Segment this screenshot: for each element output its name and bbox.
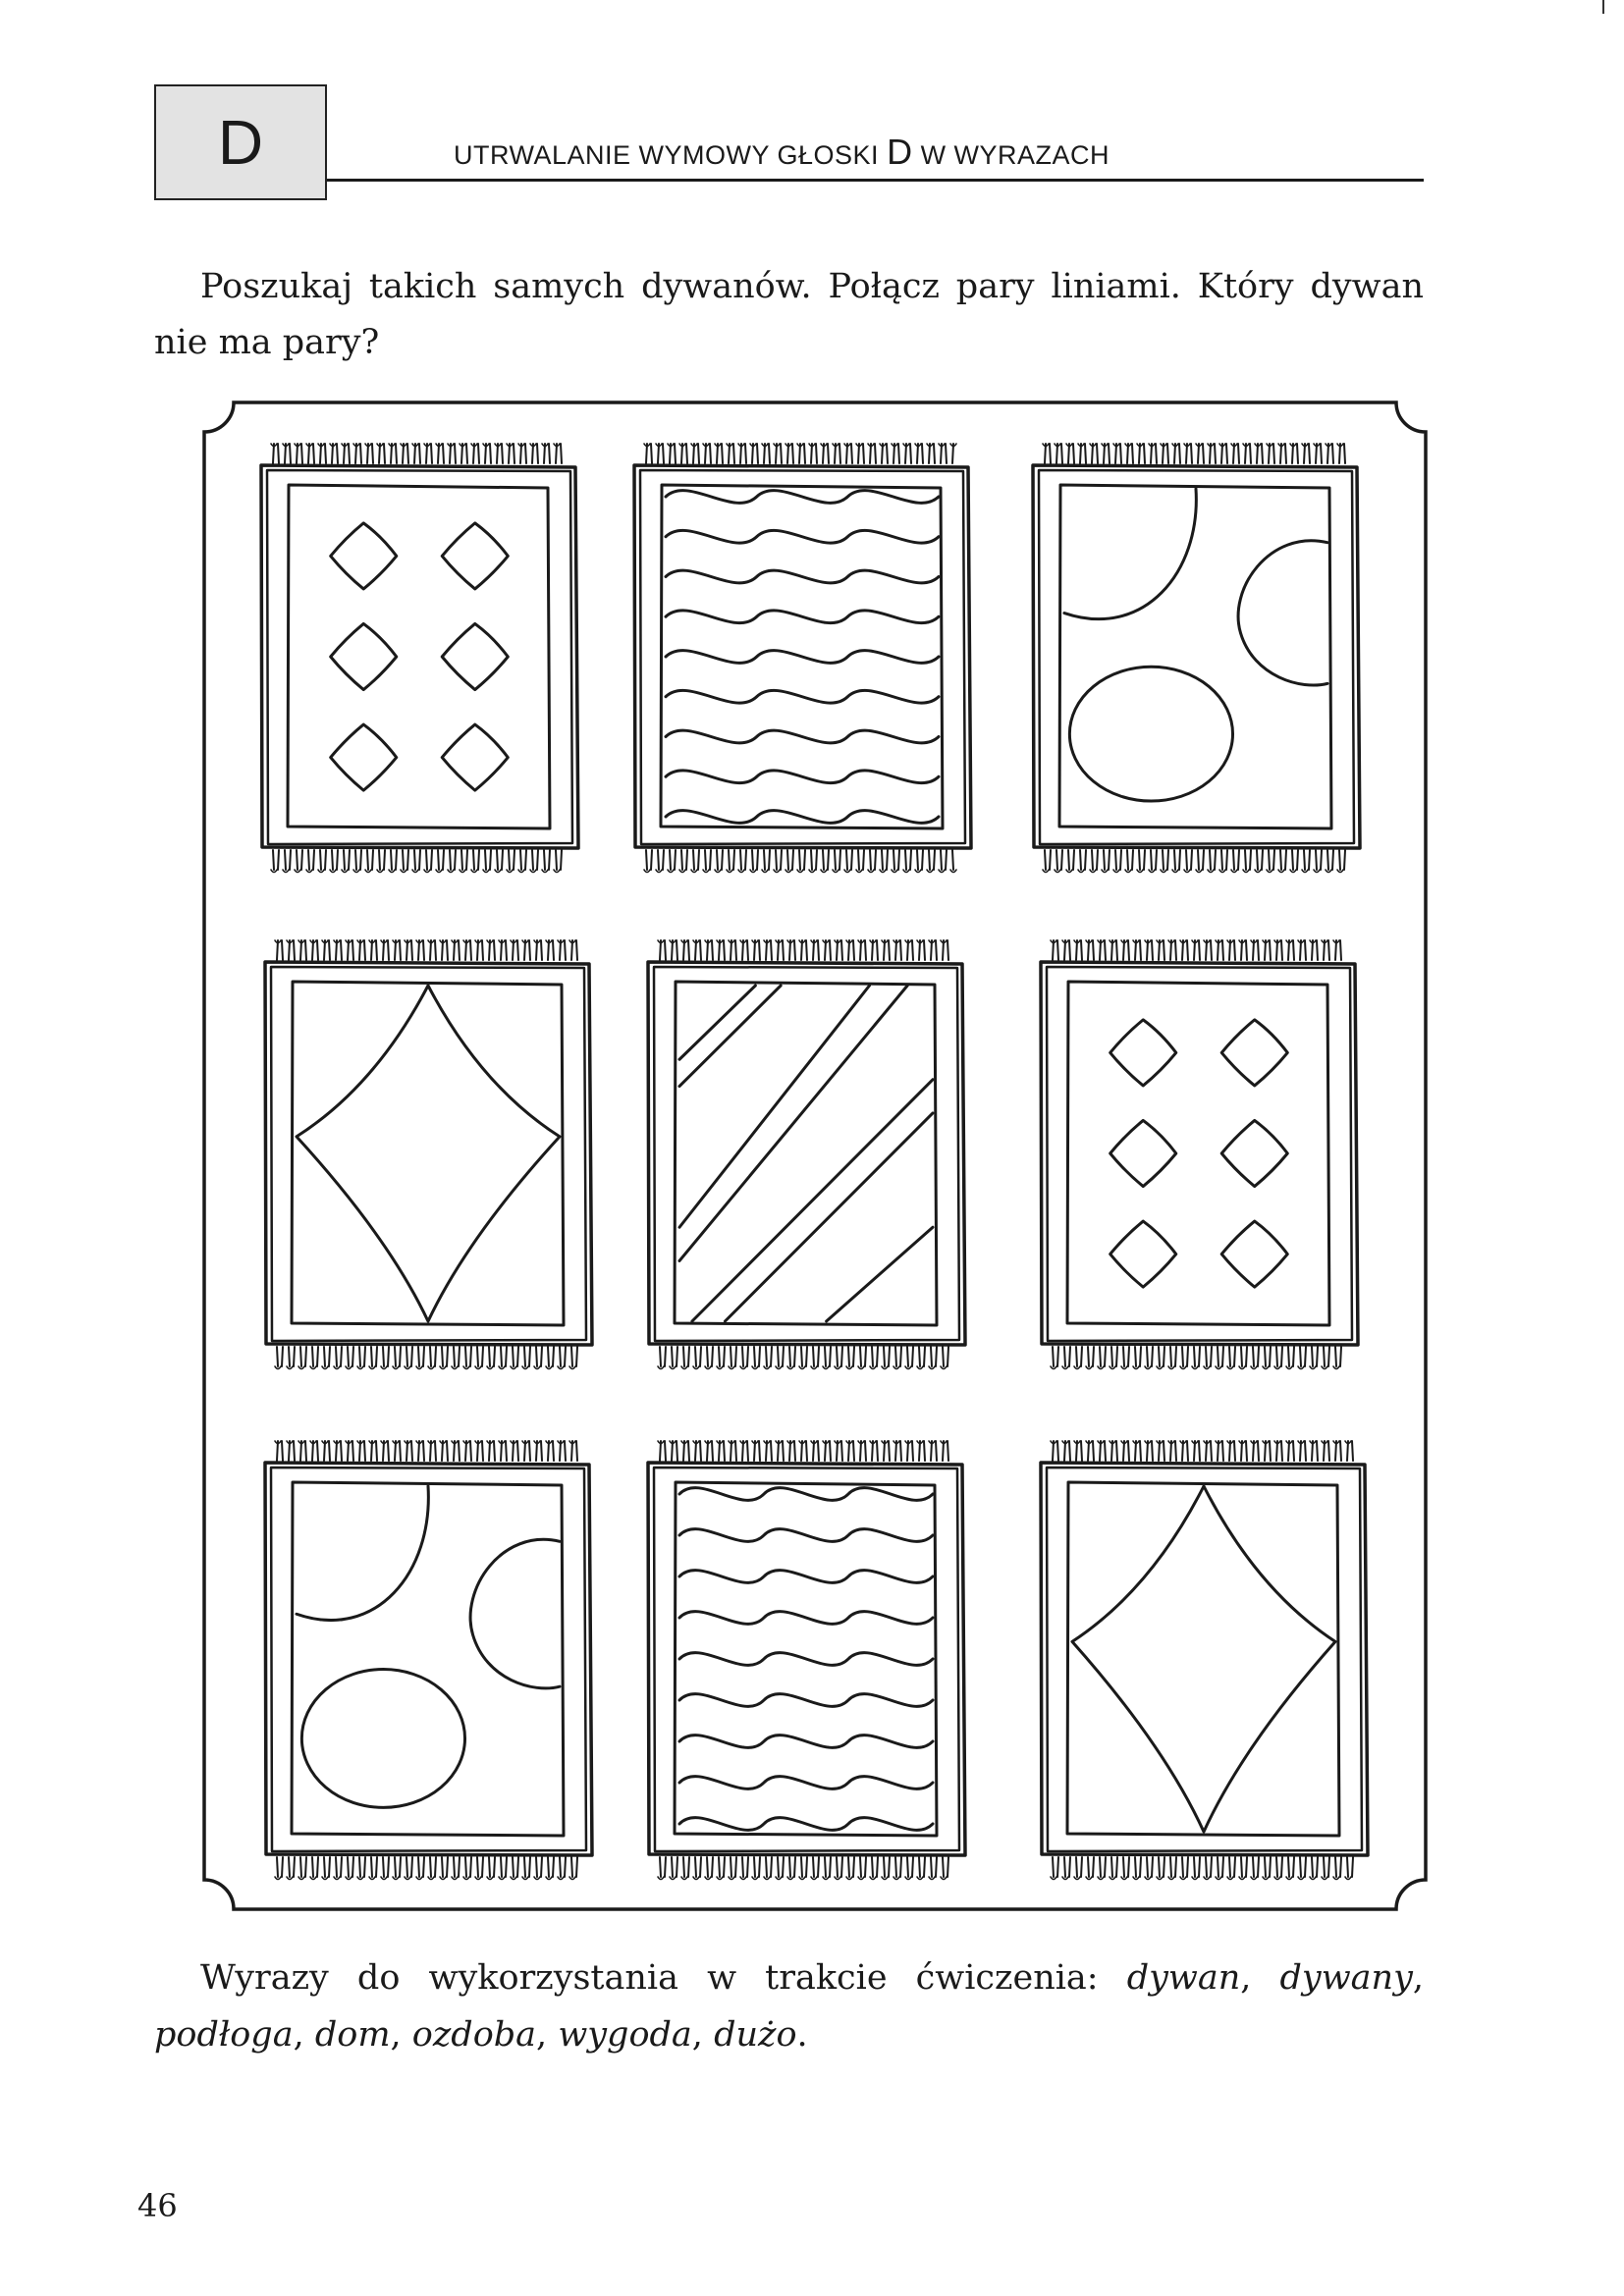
word-item: podłoga <box>154 2015 294 2055</box>
rug-big-diamond <box>1041 1441 1368 1880</box>
word-item: dywany <box>1279 1958 1413 1998</box>
word-item: wygoda <box>558 2015 692 2055</box>
header-title-suffix: W WYRAZACH <box>912 140 1110 170</box>
rug-circles <box>1033 444 1360 873</box>
word-item: dużo <box>714 2015 797 2055</box>
words-intro: Wyrazy do wykorzystania w trakcie ćwiczenia: <box>200 1958 1127 1998</box>
rug-diamonds-grid <box>1041 940 1358 1369</box>
header-title-letter: D <box>887 132 913 172</box>
instruction-text: Poszukaj takich samych dywanów. Połącz pary liniami. Który dywan nie ma pary? <box>154 267 1424 362</box>
header-title-prefix: UTRWALANIE WYMOWY GŁOSKI <box>454 140 888 170</box>
words-paragraph: Wyrazy do wykorzystania w trakcie ćwiczenia: dywan, dywany, podłoga, dom, ozdoba, wygoda, dużo. <box>154 1958 1424 2055</box>
rug-waves <box>634 444 971 873</box>
rug-diamonds-grid <box>261 444 578 873</box>
rug-diagonal-stripes <box>648 940 965 1369</box>
word-item: dywan <box>1126 1958 1241 1998</box>
rug-waves <box>648 1441 965 1880</box>
chapter-letter: D <box>217 107 264 178</box>
rug-big-diamond <box>265 940 592 1369</box>
page-number: 46 <box>137 2187 178 2224</box>
rug-circles <box>265 1441 592 1880</box>
decorative-frame <box>204 402 1426 1909</box>
word-item: ozdoba <box>411 2015 537 2055</box>
word-item: dom <box>314 2015 391 2055</box>
